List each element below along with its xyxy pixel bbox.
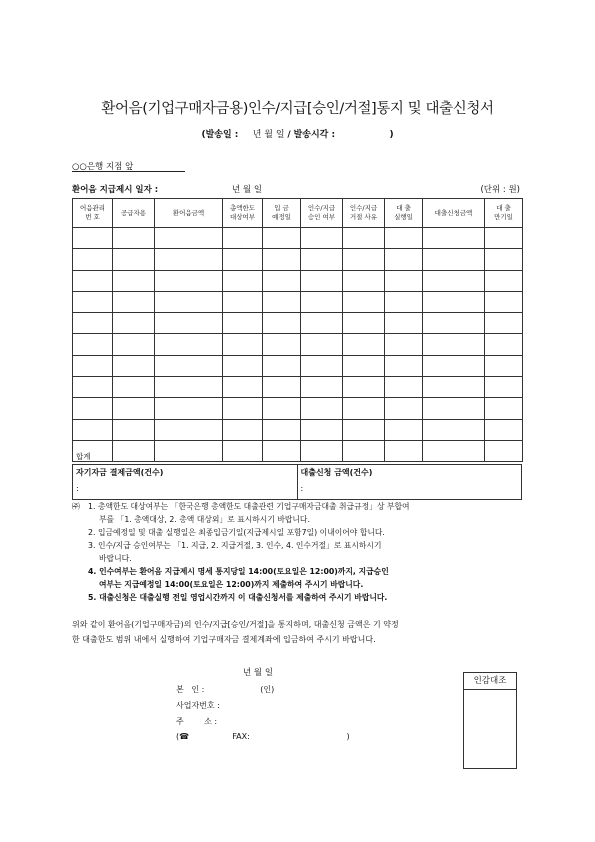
table-cell[interactable] [485,377,523,398]
note-marker: ㈜ [72,502,80,511]
table-row [73,334,523,355]
note-number: 1. [88,502,96,511]
note-item [72,526,532,539]
table-cell[interactable] [423,313,485,334]
table-cell[interactable] [301,270,343,291]
payment-date-row [72,183,522,195]
column-header [155,199,223,228]
table-cell[interactable] [223,249,263,270]
note-item [72,591,532,604]
table-cell[interactable] [73,377,113,398]
table-cell[interactable] [263,419,301,440]
table-cell[interactable] [155,377,223,398]
table-cell[interactable] [263,334,301,355]
table-cell[interactable] [73,249,113,270]
table-cell[interactable] [223,291,263,312]
table-cell[interactable] [485,334,523,355]
note-line [88,526,532,539]
table-cell[interactable] [301,419,343,440]
table-cell[interactable] [73,270,113,291]
column-header-line: 환어음금액 [172,208,205,217]
table-cell[interactable] [301,355,343,376]
table-cell[interactable] [155,291,223,312]
note-text: 인수/지급 승인여부는 「1. 지급, 2. 지급거절, 3. 인수, 4. 인수거절」로 표시하시기 [97,541,382,550]
table-cell[interactable] [113,419,155,440]
table-row [73,377,523,398]
table-cell[interactable] [343,419,385,440]
loan-request-label: 대출신청 금액(건수) [300,468,373,477]
column-header-line: 대출신청금액 [434,208,473,217]
table-row [73,291,523,312]
table-cell[interactable] [113,334,155,355]
table-cell[interactable] [155,249,223,270]
column-header-line: 거절 사유 [349,213,378,221]
table-cell[interactable] [301,313,343,334]
note-continuation: 여부는 지급예정일 14:00(토요일은 12:00)까지 제출하여 주시기 바랍니다. [99,580,364,589]
total-cell[interactable] [485,440,523,461]
send-info-open: ( [201,130,206,140]
column-header-line: 어음관리 [79,204,106,212]
table-cell[interactable] [113,355,155,376]
document-title: 환어음(기업구매자금용)인수/지급[승인/거절]통지 및 대출신청서 [101,101,494,117]
table-cell[interactable] [263,313,301,334]
table-cell[interactable] [385,377,423,398]
note-text: 입금예정일 및 대출 실행일은 최종입금기일(지급제시일 포함7일) 이내이어야 합니다. [97,528,385,537]
table-cell[interactable] [155,334,223,355]
table-cell[interactable] [485,249,523,270]
payment-date-label: 환어음 지급제시 일자 : [72,185,159,195]
column-header [423,199,485,228]
table-cell[interactable] [223,334,263,355]
column-header-line: 대 출 [396,204,411,212]
table-cell[interactable] [301,334,343,355]
total-cell[interactable] [113,440,155,461]
seal-check-box [463,672,517,769]
table-cell[interactable] [113,249,155,270]
table-cell[interactable] [263,398,301,419]
table-cell[interactable] [113,313,155,334]
table-cell[interactable] [263,270,301,291]
total-cell[interactable] [423,440,485,461]
column-header-line: 입 금 [274,204,289,212]
table-row [73,228,523,249]
note-line [88,565,532,578]
bill-table [72,198,523,462]
column-header [301,199,343,228]
table-cell[interactable] [485,270,523,291]
column-header-line: 예정일 [272,213,291,221]
table-cell[interactable] [385,398,423,419]
table-cell[interactable] [263,291,301,312]
unit-label: (단위 : 원) [480,185,520,195]
table-cell[interactable] [485,419,523,440]
notes-section [72,500,532,604]
table-cell[interactable] [423,398,485,419]
note-item [72,500,532,526]
table-cell[interactable] [263,249,301,270]
column-header-line: 인수/지급 [349,204,378,212]
note-line [88,500,532,513]
table-cell[interactable] [343,313,385,334]
bank-underline [72,171,185,172]
payment-summary [72,464,522,500]
table-cell[interactable] [423,419,485,440]
table-cell[interactable] [73,228,113,249]
note-text: 총액한도 대상여부는 「한국은행 총액한도 대출관련 기업구매자금대출 취급규정」상 부합여 [97,502,410,511]
table-cell[interactable] [155,419,223,440]
table-cell[interactable] [343,228,385,249]
column-header-line: 승인 여부 [307,213,336,221]
table-cell[interactable] [263,377,301,398]
table-cell[interactable] [423,355,485,376]
total-cell[interactable] [301,440,343,461]
table-cell[interactable] [385,270,423,291]
table-cell[interactable] [113,377,155,398]
column-header-line: 번 호 [85,213,100,221]
total-row [73,440,523,461]
table-cell[interactable] [385,291,423,312]
column-header [485,199,523,228]
request-paragraph [72,617,532,647]
table-cell[interactable] [343,249,385,270]
table-cell[interactable] [113,270,155,291]
loan-request-value[interactable]: : [300,484,304,493]
note-continuation: 바랍니다. [99,554,132,563]
loan-request-box [297,465,522,500]
total-cell[interactable] [223,440,263,461]
table-cell[interactable] [223,270,263,291]
table-cell[interactable] [423,249,485,270]
table-cell[interactable] [343,377,385,398]
table-cell[interactable] [385,228,423,249]
paragraph-line: 위와 같이 환어음(기업구매자금)의 인수/지급[승인/거절]을 통지하며, 대출신청 금액은 기 약정 [72,620,399,629]
column-header-line: 만기일 [494,213,513,221]
note-line [88,539,532,552]
table-row [73,355,523,376]
note-number: 2. [88,528,96,537]
table-cell[interactable] [423,377,485,398]
principal-field[interactable]: 본 인 : (인) [176,685,275,694]
table-cell[interactable] [73,313,113,334]
column-header [223,199,263,228]
address-field[interactable]: 주 소 : [176,717,218,726]
note-item [72,565,532,591]
column-header-line: 대상여부 [229,213,256,221]
send-time-label: 발송시각 : [293,130,336,140]
table-cell[interactable] [385,334,423,355]
send-info-close: ) [389,130,394,140]
table-row [73,419,523,440]
table-cell[interactable] [155,228,223,249]
table-cell[interactable] [343,355,385,376]
table-cell[interactable] [485,398,523,419]
table-cell[interactable] [155,355,223,376]
table-cell[interactable] [223,377,263,398]
note-number: 5. [88,593,97,602]
table-cell[interactable] [301,398,343,419]
table-cell[interactable] [155,270,223,291]
table-cell[interactable] [423,270,485,291]
table-cell[interactable] [223,419,263,440]
table-cell[interactable] [343,291,385,312]
column-header [385,199,423,228]
table-cell[interactable] [155,313,223,334]
table-cell[interactable] [423,291,485,312]
table-cell[interactable] [343,334,385,355]
note-number: 4. [88,567,97,576]
table-cell[interactable] [113,228,155,249]
column-header-line: 실행일 [394,213,413,221]
column-header [343,199,385,228]
column-header [73,199,113,228]
table-cell[interactable] [301,291,343,312]
business-number-field[interactable]: 사업자번호 : [176,701,220,710]
phone-fax-field[interactable]: (☎ FAX: ) [176,732,350,741]
table-cell[interactable] [485,291,523,312]
sign-date[interactable]: 년 월 일 [243,668,274,678]
total-cell[interactable] [263,440,301,461]
own-fund-value[interactable]: : [76,484,79,493]
send-date-label: 발송일 : [205,130,239,140]
table-cell[interactable] [343,398,385,419]
paragraph-line: 한 대출한도 범위 내에서 실행하여 기업구매자금 결제계좌에 입금하여 주시기 바랍니다. [72,635,376,644]
column-header [263,199,301,228]
seal-check-label: 인감대조 [464,673,516,690]
table-cell[interactable] [485,228,523,249]
bank-branch: ○○은행 지점 앞 [72,162,134,172]
total-label: 합계 [73,440,113,461]
table-cell[interactable] [263,355,301,376]
table-row [73,398,523,419]
column-header-line: 인수/지급 [307,204,336,212]
table-cell[interactable] [155,398,223,419]
table-row [73,249,523,270]
note-text: 인수여부는 환어음 지급제시 명세 통지당일 14:00(토요일은 12:00)까지, 지급승인 [99,567,389,576]
table-cell[interactable] [385,249,423,270]
column-header-line: 공급자용 [120,208,147,217]
table-cell[interactable] [385,313,423,334]
table-cell[interactable] [301,228,343,249]
column-header-line: 총액한도 [229,204,256,212]
table-cell[interactable] [113,398,155,419]
table-cell[interactable] [385,355,423,376]
own-fund-box [73,465,298,500]
table-cell[interactable] [113,291,155,312]
column-header [113,199,155,228]
note-item [72,539,532,565]
table-cell[interactable] [263,228,301,249]
table-row [73,270,523,291]
table-cell[interactable] [223,313,263,334]
table-cell[interactable] [73,419,113,440]
send-info [0,127,595,140]
table-cell[interactable] [423,334,485,355]
own-fund-label: 자기자금 결제금액(건수) [76,468,164,477]
total-cell[interactable] [385,440,423,461]
table-cell[interactable] [73,291,113,312]
note-continuation: 부를 「1. 총액대상, 2. 총액 대상외」로 표시하시기 바랍니다. [99,515,310,524]
table-cell[interactable] [223,398,263,419]
table-row [73,313,523,334]
note-line [88,591,532,604]
send-date-value: 년 월 일 [252,130,285,140]
note-text: 대출신청은 대출실행 전일 영업시간까지 이 대출신청서를 제출하여 주시기 바랍니다. [99,593,388,602]
table-cell[interactable] [485,355,523,376]
table-cell[interactable] [73,398,113,419]
table-cell[interactable] [223,355,263,376]
note-number: 3. [88,541,96,550]
table-cell[interactable] [223,228,263,249]
table-cell[interactable] [73,355,113,376]
table-cell[interactable] [73,334,113,355]
table-cell[interactable] [423,228,485,249]
send-info-sep: / [287,130,291,140]
payment-date-value: 년 월 일 [232,185,263,195]
table-cell[interactable] [485,313,523,334]
table-cell[interactable] [385,419,423,440]
total-cell[interactable] [343,440,385,461]
table-cell[interactable] [301,249,343,270]
table-cell[interactable] [301,377,343,398]
table-header-row [73,199,523,228]
total-cell[interactable] [155,440,223,461]
column-header-line: 대 출 [496,204,511,212]
table-cell[interactable] [343,270,385,291]
